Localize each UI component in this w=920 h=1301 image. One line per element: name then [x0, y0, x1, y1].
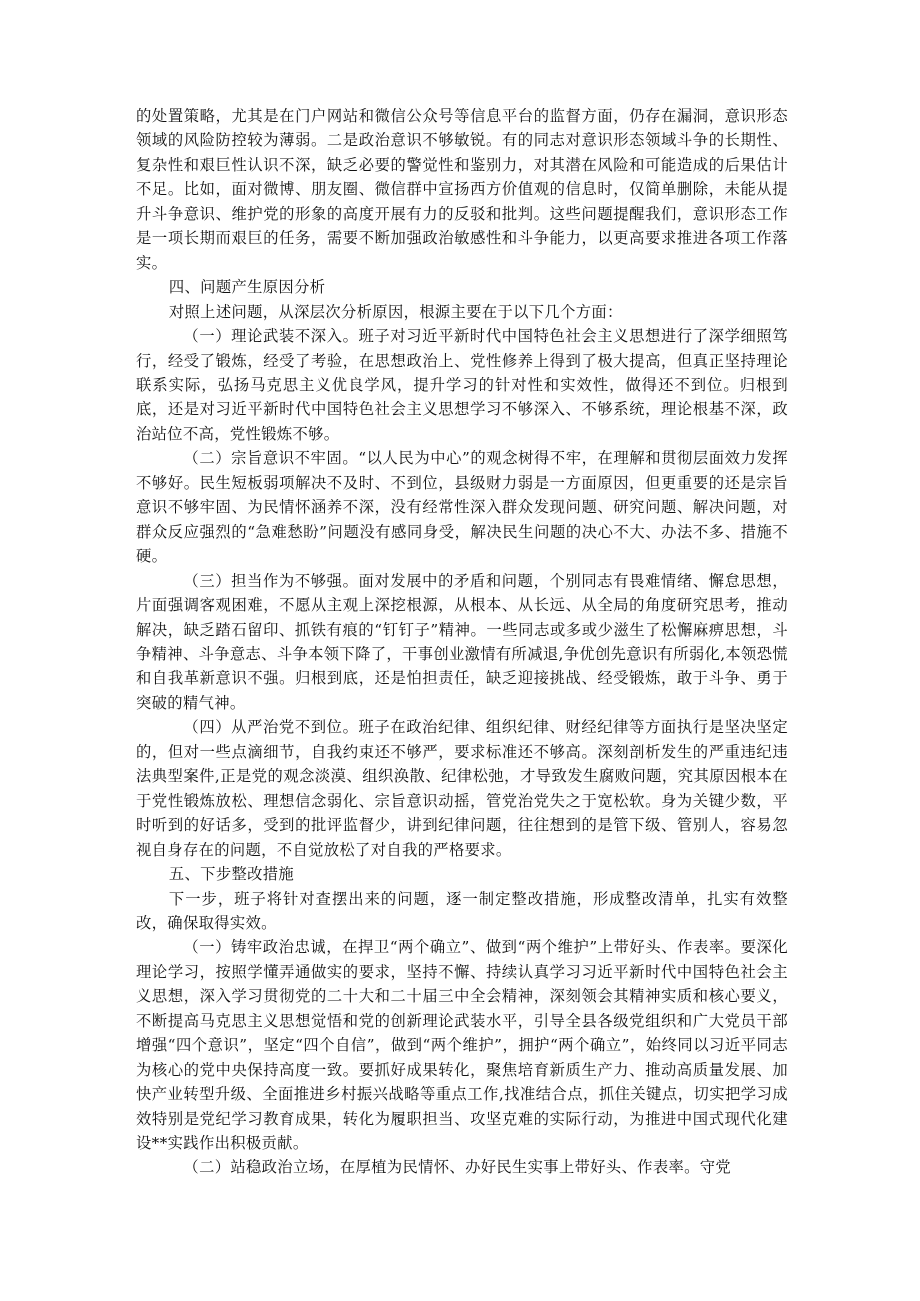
section-heading-4: 四、问题产生原因分析	[168, 278, 326, 297]
paragraph-measure-1: （一）铸牢政治忠诚，在捍卫“两个确立”、做到“两个维护”上带好头、作表率。要深化理论学习，按照学懂弄通做实的要求，坚持不懈、持续认真学习习近平新时代中国特色社会主义思想，深入学习贯彻党的二十大和二十届三中全会精神，深刻领会其精神实质和核心要义，不断提高马克思主义思想觉悟和党的创新理论武装水平，引导全县各级党组织和广大党员干部增强“四个意识”，坚定“四个自信”，做到“两个维护”，拥护“两个确立”，始终同以习近平同志为核心的党中央保持高度一致。要抓好成果转化，聚焦培育新质生产力、推动高质量发展、加快产业转型升级、全面推进乡村振兴战略等重点工作,找准结合点，抓住关键点，切实把学习成效特别是党纪学习教育成果，转化为履职担当、攻坚克难的实际行动，为推进中国式现代化建设**实践作出积极贡献。	[136, 938, 788, 1153]
paragraph-measure-2: （二）站稳政治立场，在厚植为民情怀、办好民生实事上带好头、作表率。守党	[183, 1158, 732, 1177]
section-heading-5: 五、下步整改措施	[168, 865, 295, 884]
paragraph-continuation: 的处置策略，尤其是在门户网站和微信公众号等信息平台的监督方面，仍存在漏洞，意识形态领域的风险防控较为薄弱。二是政治意识不够敏锐。有的同志对意识形态领域斗争的长期性、复杂性和艰巨性认识不深，缺乏必要的警觉性和鉴别力，对其潜在风险和可能造成的后果估计不足。比如，面对微博、朋友圈、微信群中宣扬西方价值观的信息时，仅简单删除，未能从提升斗争意识、维护党的形象的高度开展有力的反驳和批判。这些问题提醒我们，意识形态工作是一项长期而艰巨的任务，需要不断加强政治敏感性和斗争能力，以更高要求推进各项工作落实。	[136, 107, 788, 272]
paragraph-intro-measures: 下一步，班子将针对查摆出来的问题，逐一制定整改措施，形成整改清单，扎实有效整改，确保取得实效。	[136, 889, 788, 932]
paragraph-intro-causes: 对照上述问题，从深层次分析原因，根源主要在于以下几个方面：	[168, 302, 623, 321]
paragraph-cause-1: （一）理论武装不深入。班子对习近平新时代中国特色社会主义思想进行了深学细照笃行，经受了锻炼，经受了考验，在思想政治上、党性修养上得到了极大提高，但真正坚持理论联系实际，弘扬马克思主义优良学风，提升学习的针对性和实效性，做得还不到位。归根到底，还是对习近平新时代中国特色社会主义思想学习不够深入、不够系统，理论根基不深，政治站位不高，党性锻炼不够。	[136, 327, 788, 443]
paragraph-cause-3: （三）担当作为不够强。面对发展中的矛盾和问题，个别同志有畏难情绪、懈怠思想，片面强调客观困难，不愿从主观上深挖根源，从根本、从长远、从全局的角度研究思考，推动解决，缺乏踏石留印、抓铁有痕的“钉钉子”精神。一些同志或多或少滋生了松懈麻痹思想，斗争精神、斗争意志、斗争本领下降了，干事创业激情有所减退,争优创先意识有所弱化,本领恐慌和自我革新意识不强。归根到底，还是怕担责任，缺乏迎接挑战、经受锻炼，敢于斗争、勇于突破的精气神。	[136, 571, 788, 712]
paragraph-cause-2: （二）宗旨意识不牢固。“以人民为中心”的观念树得不牢，在理解和贯彻层面效力发挥不够好。民生短板弱项解决不及时、不到位，县级财力弱是一方面原因，但更重要的还是宗旨意识不够牢固、为民情怀涵养不深，没有经常性深入群众发现问题、研究问题、解决问题，对群众反应强烈的“急难愁盼”问题没有感同身受，解决民生问题的决心不大、办法不多、措施不硬。	[136, 449, 788, 566]
document-body	[136, 104, 788, 1180]
paragraph-cause-4: （四）从严治党不到位。班子在政治纪律、组织纪律、财经纪律等方面执行是坚决坚定的，但对一些点滴细节，自我约束还不够严，要求标准还不够高。深刻剖析发生的严重违纪违法典型案件,正是党的观念淡漠、组织涣散、纪律松弛，才导致发生腐败问题，究其原因根本在于党性锻炼放松、理想信念弱化、宗旨意识动摇，管党治党失之于宽松软。身为关键少数，平时听到的好话多，受到的批评监督少，讲到纪律问题，往往想到的是管下级、管别人，容易忽视自身存在的问题，不自觉放松了对自我的严格要求。	[136, 718, 788, 859]
